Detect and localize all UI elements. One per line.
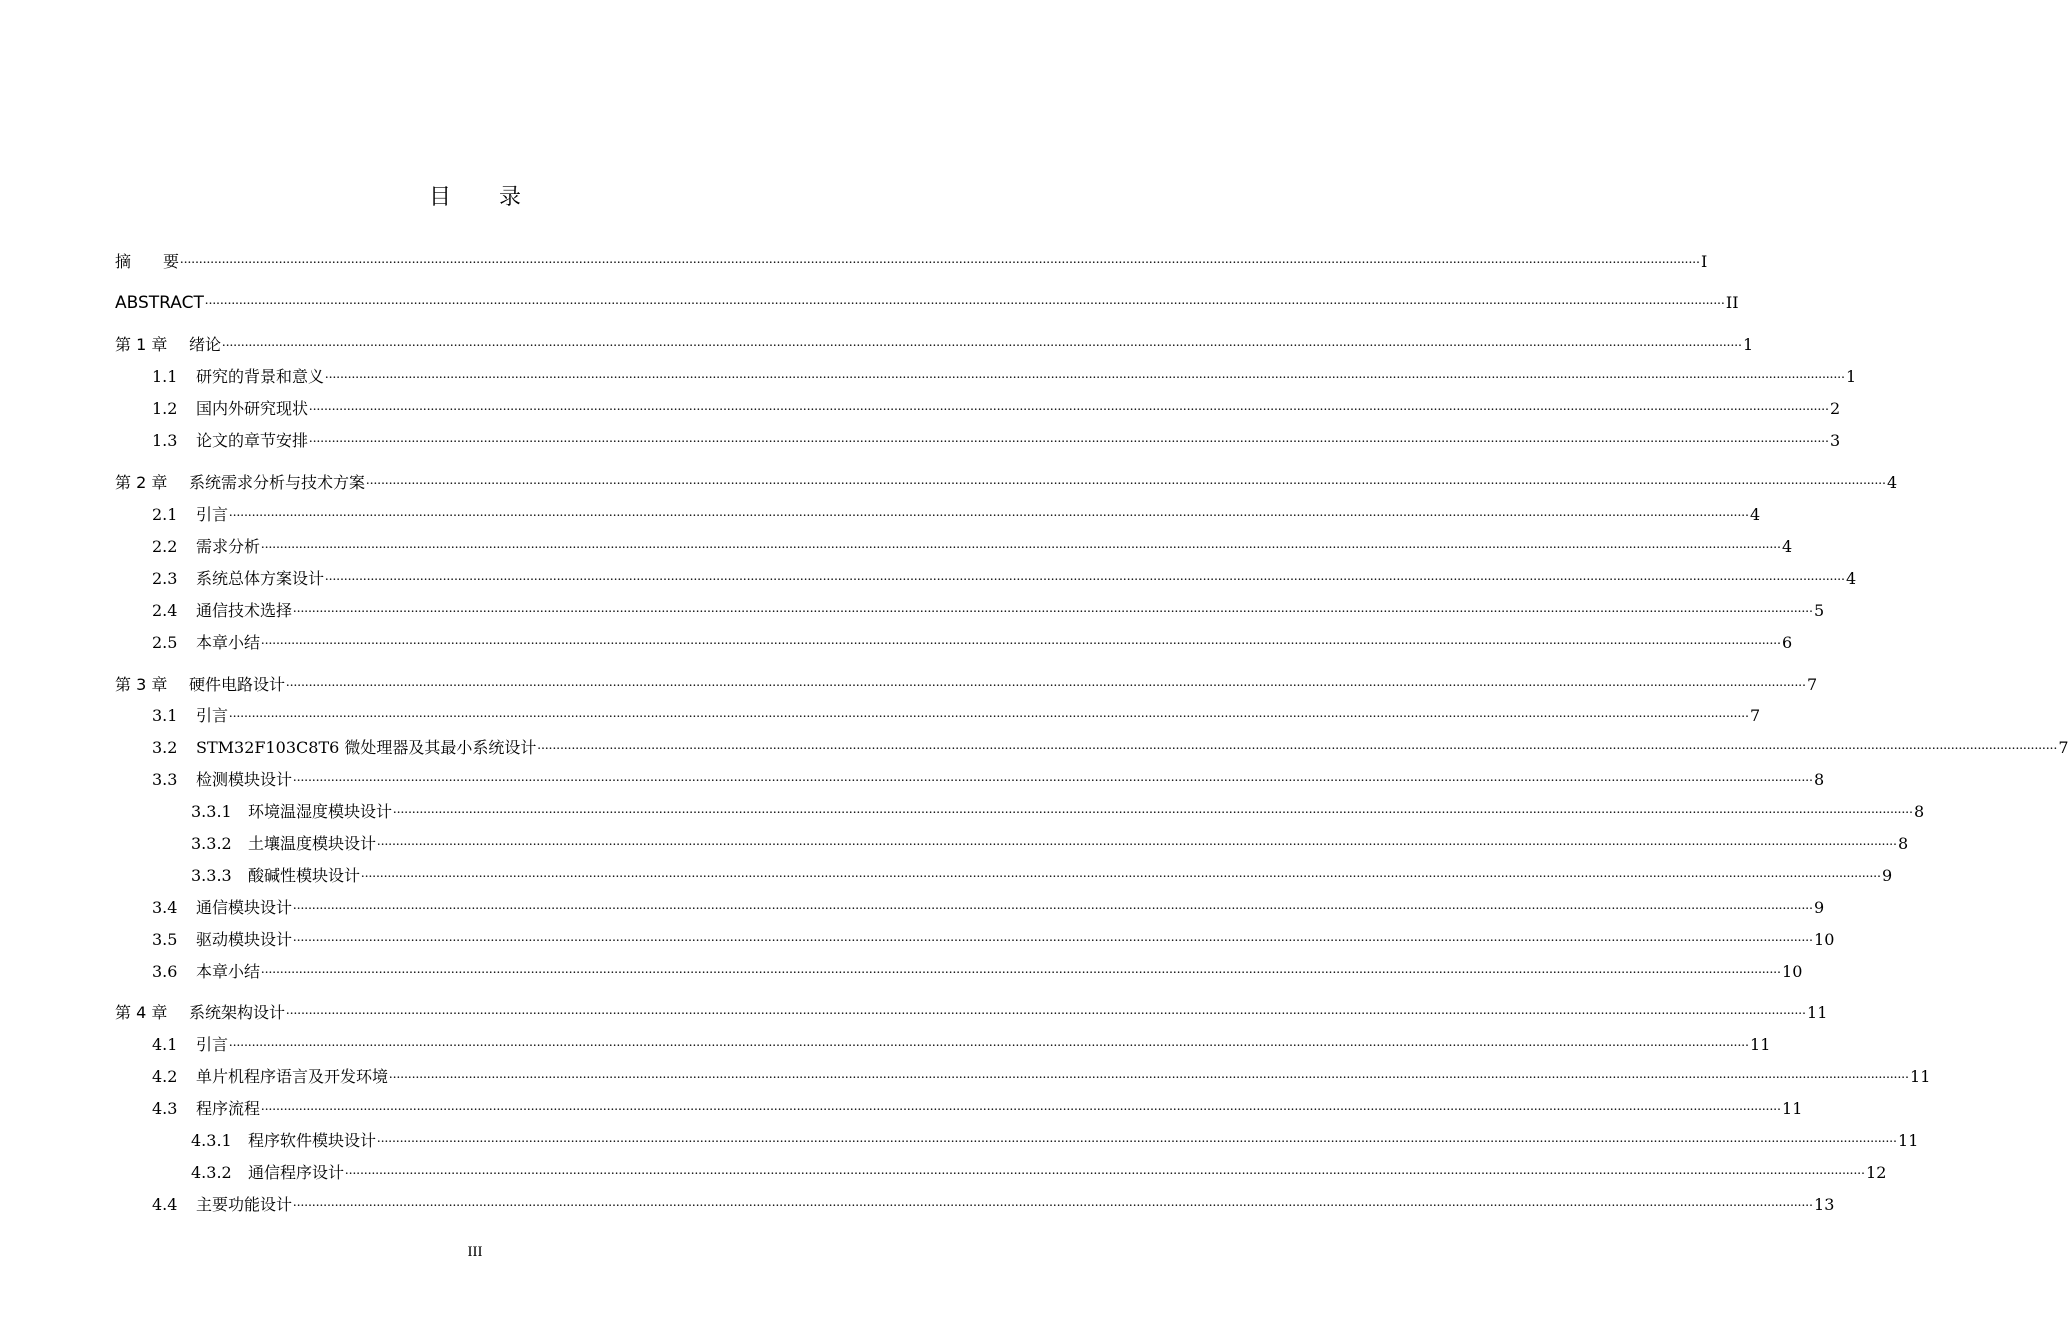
toc-entry-number: 3.3	[152, 770, 178, 789]
toc-entry-label	[152, 633, 260, 653]
toc-entry[interactable]	[0, 395, 1841, 419]
toc-entry[interactable]	[0, 501, 1761, 525]
toc-entry[interactable]	[0, 862, 1893, 886]
toc-entry-label	[191, 834, 376, 854]
toc-entry-page-number: 4	[1750, 505, 1761, 524]
toc-entry-title: 绪论	[189, 335, 222, 354]
toc-entry-label	[152, 367, 324, 387]
toc-entry[interactable]	[0, 702, 1761, 726]
page-title	[0, 180, 950, 211]
toc-dot-leader: ................................................................................................................................................................................................................................................................................................................................................................................................................	[286, 675, 1807, 690]
toc-entry[interactable]	[0, 734, 2069, 758]
toc-entry[interactable]	[0, 1063, 1931, 1087]
toc-entry[interactable]	[0, 533, 1793, 557]
toc-entry-number: 3.1	[152, 706, 178, 725]
toc-entry-number: 1.3	[152, 431, 178, 450]
toc-entry-number: 2.5	[152, 633, 178, 652]
toc-entry-page-number: 9	[1882, 866, 1893, 885]
toc-entry-page-number: 6	[1782, 633, 1793, 652]
toc-entry-page-number: 1	[1743, 335, 1754, 354]
toc-entry-title: 程序软件模块设计	[248, 1131, 377, 1150]
toc-entry-title: STM32F103C8T6 微处理器及其最小系统设计	[196, 738, 537, 757]
toc-entry-number: 3.4	[152, 898, 178, 917]
toc-entry-label	[152, 1099, 260, 1119]
toc-entry-title: 国内外研究现状	[196, 399, 309, 418]
toc-entry-page-number: 4	[1846, 569, 1857, 588]
toc-dot-leader: ................................................................................................................................................................................................................................................................................................................................................................................................................	[309, 431, 1830, 446]
toc-entry-page-number: 7	[2058, 738, 2069, 757]
toc-entry[interactable]	[0, 999, 1828, 1023]
toc-entry-title: 通信模块设计	[196, 898, 293, 917]
toc-entry-label	[115, 1003, 285, 1023]
toc-entry[interactable]	[0, 565, 1857, 589]
toc-entry-title: 系统架构设计	[189, 1003, 286, 1022]
toc-entry[interactable]	[0, 331, 1754, 355]
page-number-footer: III	[467, 1244, 483, 1260]
toc-entry-label	[152, 930, 292, 950]
toc-entry-label	[152, 898, 292, 918]
toc-entry-page-number: 1	[1846, 367, 1857, 386]
toc-dot-leader: ................................................................................................................................................................................................................................................................................................................................................................................................................	[229, 1035, 1750, 1050]
toc-dot-leader: ................................................................................................................................................................................................................................................................................................................................................................................................................	[180, 252, 1701, 267]
toc-dot-leader: ................................................................................................................................................................................................................................................................................................................................................................................................................	[325, 367, 1846, 382]
toc-entry-page-number: 11	[1898, 1131, 1919, 1150]
toc-entry-title: 系统需求分析与技术方案	[189, 473, 366, 492]
toc-entry-number: 摘 要	[115, 252, 180, 271]
toc-entry-label	[152, 770, 292, 790]
toc-entry-title: 检测模块设计	[196, 770, 293, 789]
toc-entry-page-number: 2	[1830, 399, 1841, 418]
toc-entry-number: 2.2	[152, 537, 178, 556]
toc-entry-number: 3.5	[152, 930, 178, 949]
toc-entry-title: 硬件电路设计	[189, 675, 286, 694]
toc-entry[interactable]	[0, 958, 1803, 982]
toc-dot-leader: ................................................................................................................................................................................................................................................................................................................................................................................................................	[293, 1195, 1814, 1210]
title-char-2: 录	[499, 185, 522, 210]
toc-entry-page-number: II	[1725, 293, 1739, 312]
toc-entry-number: 第 4 章	[115, 1003, 168, 1022]
toc-entry-title: 系统总体方案设计	[196, 569, 325, 588]
toc-dot-leader: ................................................................................................................................................................................................................................................................................................................................................................................................................	[286, 1003, 1807, 1018]
toc-dot-leader: ................................................................................................................................................................................................................................................................................................................................................................................................................	[261, 962, 1782, 977]
toc-entry-title: ABSTRACT	[115, 293, 204, 313]
toc-entry-title: 本章小结	[196, 962, 261, 981]
toc-entry-label	[152, 505, 228, 525]
toc-entry-label	[115, 675, 285, 695]
toc-dot-leader: ................................................................................................................................................................................................................................................................................................................................................................................................................	[345, 1163, 1866, 1178]
toc-entry[interactable]	[0, 289, 1739, 313]
toc-entry-label	[191, 1163, 344, 1183]
toc-entry-number: 第 1 章	[115, 335, 168, 354]
toc-dot-leader: ................................................................................................................................................................................................................................................................................................................................................................................................................	[537, 738, 2058, 753]
toc-entry[interactable]	[0, 798, 1925, 822]
toc-entry-label	[152, 601, 292, 621]
toc-entry[interactable]	[0, 1095, 1803, 1119]
toc-entry-page-number: 8	[1814, 770, 1825, 789]
toc-entry-label	[152, 537, 260, 557]
toc-dot-leader: ................................................................................................................................................................................................................................................................................................................................................................................................................	[293, 601, 1814, 616]
toc-dot-leader: ................................................................................................................................................................................................................................................................................................................................................................................................................	[309, 399, 1830, 414]
toc-dot-leader: ................................................................................................................................................................................................................................................................................................................................................................................................................	[229, 706, 1750, 721]
toc-entry-page-number: 7	[1807, 675, 1818, 694]
toc-entry-number: 4.2	[152, 1067, 178, 1086]
toc-entry-title: 论文的章节安排	[196, 431, 309, 450]
toc-entry-number: 4.3	[152, 1099, 178, 1118]
toc-entry-title: 土壤温度模块设计	[248, 834, 377, 853]
toc-entry[interactable]	[0, 1191, 1835, 1215]
toc-dot-leader: ................................................................................................................................................................................................................................................................................................................................................................................................................	[229, 505, 1750, 520]
toc-entry[interactable]	[0, 363, 1857, 387]
toc-entry[interactable]	[0, 830, 1909, 854]
toc-entry-number: 4.4	[152, 1195, 178, 1214]
toc-entry-page-number: 3	[1830, 431, 1841, 450]
toc-entry-title: 通信程序设计	[248, 1163, 345, 1182]
toc-dot-leader: ................................................................................................................................................................................................................................................................................................................................................................................................................	[361, 866, 1882, 881]
toc-entry-number: 1.2	[152, 399, 178, 418]
toc-entry-label	[152, 431, 308, 451]
toc-entry[interactable]	[0, 766, 1825, 790]
toc-dot-leader: ................................................................................................................................................................................................................................................................................................................................................................................................................	[393, 802, 1914, 817]
toc-dot-leader: ................................................................................................................................................................................................................................................................................................................................................................................................................	[261, 1099, 1782, 1114]
toc-entry-number: 4.3.1	[191, 1131, 232, 1150]
toc-entry-title: 引言	[196, 706, 229, 725]
toc-entry-title: 需求分析	[196, 537, 261, 556]
toc-entry-number: 2.1	[152, 505, 178, 524]
toc-dot-leader: ................................................................................................................................................................................................................................................................................................................................................................................................................	[204, 293, 1725, 308]
toc-entry-title: 本章小结	[196, 633, 261, 652]
toc-entry-label	[152, 738, 536, 758]
toc-entry[interactable]	[0, 469, 1898, 493]
toc-entry-title: 酸碱性模块设计	[248, 866, 361, 885]
toc-entry[interactable]	[0, 1127, 1919, 1151]
toc-entry-number: 第 2 章	[115, 473, 168, 492]
toc-entry-label	[115, 335, 221, 355]
title-char-1: 目	[428, 185, 451, 210]
toc-entry-label	[191, 1131, 376, 1151]
toc-entry-page-number: I	[1701, 252, 1708, 271]
toc-entry-label	[152, 569, 324, 589]
toc-entry-page-number: 8	[1914, 802, 1925, 821]
toc-entry-number: 3.2	[152, 738, 178, 757]
toc-entry[interactable]	[0, 1031, 1771, 1055]
toc-entry-label	[152, 399, 308, 419]
toc-entry-page-number: 10	[1782, 962, 1803, 981]
toc-entry-page-number: 9	[1814, 898, 1825, 917]
toc-dot-leader: ................................................................................................................................................................................................................................................................................................................................................................................................................	[377, 834, 1898, 849]
toc-entry-page-number: 11	[1782, 1099, 1803, 1118]
toc-entry-page-number: 4	[1887, 473, 1898, 492]
toc-entry-page-number: 8	[1898, 834, 1909, 853]
toc-entry-number: 2.3	[152, 569, 178, 588]
toc-entry-title: 单片机程序语言及开发环境	[196, 1067, 389, 1086]
toc-entry-number: 3.3.3	[191, 866, 232, 885]
toc-entry-label	[152, 1195, 292, 1215]
toc-dot-leader: ................................................................................................................................................................................................................................................................................................................................................................................................................	[325, 569, 1846, 584]
toc-entry-page-number: 11	[1807, 1003, 1828, 1022]
toc-dot-leader: ................................................................................................................................................................................................................................................................................................................................................................................................................	[293, 930, 1814, 945]
toc-entry-label	[152, 962, 260, 982]
toc-entry[interactable]	[0, 248, 1708, 272]
toc-entry[interactable]	[0, 427, 1841, 451]
toc-dot-leader: ................................................................................................................................................................................................................................................................................................................................................................................................................	[293, 898, 1814, 913]
toc-entry-title: 驱动模块设计	[196, 930, 293, 949]
toc-entry-label	[152, 706, 228, 726]
toc-entry-label	[115, 293, 204, 313]
toc-dot-leader: ................................................................................................................................................................................................................................................................................................................................................................................................................	[366, 473, 1887, 488]
toc-entry-label	[191, 802, 392, 822]
toc-entry-number: 1.1	[152, 367, 178, 386]
toc-entry-number: 3.3.2	[191, 834, 232, 853]
toc-dot-leader: ................................................................................................................................................................................................................................................................................................................................................................................................................	[293, 770, 1814, 785]
toc-dot-leader: ................................................................................................................................................................................................................................................................................................................................................................................................................	[261, 633, 1782, 648]
toc-entry-label	[115, 252, 179, 272]
toc-entry-title: 主要功能设计	[196, 1195, 293, 1214]
toc-entry-number: 第 3 章	[115, 675, 168, 694]
toc-entry-title: 程序流程	[196, 1099, 261, 1118]
toc-entry-title: 通信技术选择	[196, 601, 293, 620]
toc-entry-page-number: 13	[1814, 1195, 1835, 1214]
toc-entry-title: 研究的背景和意义	[196, 367, 325, 386]
toc-entry-number: 2.4	[152, 601, 178, 620]
toc-entry-title: 引言	[196, 505, 229, 524]
toc-entry-number: 3.3.1	[191, 802, 232, 821]
toc-entry-page-number: 10	[1814, 930, 1835, 949]
toc-dot-leader: ................................................................................................................................................................................................................................................................................................................................................................................................................	[222, 335, 1743, 350]
toc-entry-page-number: 11	[1910, 1067, 1931, 1086]
toc-entry-page-number: 11	[1750, 1035, 1771, 1054]
toc-entry-number: 3.6	[152, 962, 178, 981]
toc-entry-title: 引言	[196, 1035, 229, 1054]
toc-entry-page-number: 5	[1814, 601, 1825, 620]
toc-dot-leader: ................................................................................................................................................................................................................................................................................................................................................................................................................	[377, 1131, 1898, 1146]
toc-entry-page-number: 4	[1782, 537, 1793, 556]
toc-entry-page-number: 12	[1866, 1163, 1887, 1182]
toc-entry-number: 4.1	[152, 1035, 178, 1054]
toc-entry-number: 4.3.2	[191, 1163, 232, 1182]
toc-entry-title: 环境温湿度模块设计	[248, 802, 393, 821]
toc-entry-label	[191, 866, 360, 886]
toc-dot-leader: ................................................................................................................................................................................................................................................................................................................................................................................................................	[389, 1067, 1910, 1082]
toc-entry-label	[115, 473, 365, 493]
toc-entry-label	[152, 1067, 388, 1087]
toc-entry-label	[152, 1035, 228, 1055]
toc-entry[interactable]	[0, 597, 1825, 621]
toc-entry[interactable]	[0, 671, 1818, 695]
toc-entry[interactable]	[0, 926, 1835, 950]
toc-dot-leader: ................................................................................................................................................................................................................................................................................................................................................................................................................	[261, 537, 1782, 552]
toc-entry[interactable]	[0, 629, 1793, 653]
toc-entry[interactable]	[0, 894, 1825, 918]
toc-entry[interactable]	[0, 1159, 1887, 1183]
toc-entry-page-number: 7	[1750, 706, 1761, 725]
